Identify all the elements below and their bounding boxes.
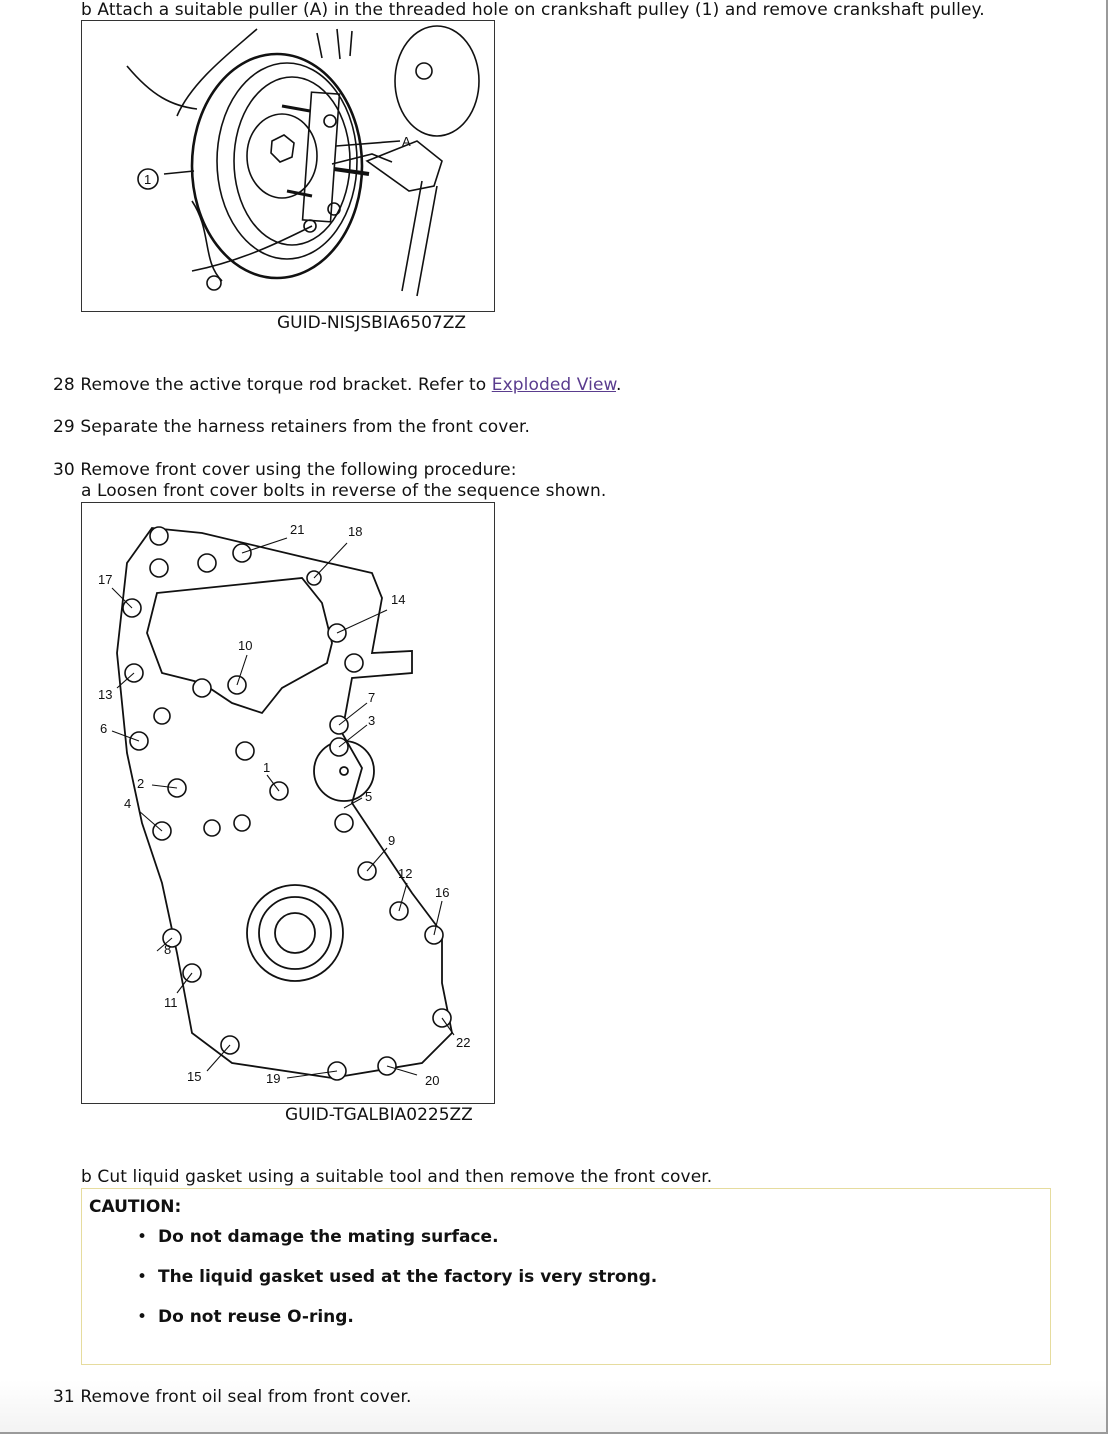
step-27b-text: b Attach a suitable puller (A) in the threaded hole on crankshaft pulley (1) and remove crankshaft pulley. bbox=[81, 0, 985, 20]
caution-item-text: Do not damage the mating surface. bbox=[158, 1227, 499, 1247]
bolt-label-3: 3 bbox=[368, 713, 376, 728]
bolt-label-12: 12 bbox=[398, 866, 413, 881]
step-30b-text: b Cut liquid gasket using a suitable tool and then remove the front cover. bbox=[81, 1167, 713, 1187]
caution-list bbox=[82, 1227, 657, 1347]
bolt-label-16: 16 bbox=[435, 885, 450, 900]
figure1-label-1: 1 bbox=[144, 172, 152, 187]
bolt-label-8: 8 bbox=[164, 942, 172, 957]
caution-item-text: Do not reuse O-ring. bbox=[158, 1307, 354, 1327]
bolt-label-6: 6 bbox=[100, 721, 108, 736]
bullet-icon: • bbox=[137, 1227, 148, 1247]
bolt-label-17: 17 bbox=[98, 572, 113, 587]
step-29-text: 29 Separate the harness retainers from the front cover. bbox=[53, 417, 531, 437]
bolt-label-14: 14 bbox=[391, 592, 406, 607]
step-30a-text: a Loosen front cover bolts in reverse of the sequence shown. bbox=[81, 481, 607, 501]
step-30-text: 30 Remove front cover using the following procedure: bbox=[53, 460, 517, 480]
bolt-label-19: 19 bbox=[266, 1071, 281, 1086]
crankshaft-pulley-illustration bbox=[82, 21, 494, 311]
bolt-label-11: 11 bbox=[164, 995, 178, 1010]
step-31-text: 31 Remove front oil seal from front cover. bbox=[53, 1387, 412, 1407]
bolt-label-2: 2 bbox=[137, 776, 145, 791]
step-28 bbox=[53, 375, 622, 395]
caution-item-text: The liquid gasket used at the factory is very strong. bbox=[158, 1267, 658, 1287]
bullet-icon: • bbox=[137, 1307, 148, 1327]
figure-front-cover-bolt-sequence bbox=[81, 502, 495, 1104]
figure-crankshaft-pulley-puller bbox=[81, 20, 495, 312]
figure1-caption: GUID-NISJSBIA6507ZZ bbox=[277, 313, 467, 333]
figure2-caption: GUID-TGALBIA0225ZZ bbox=[285, 1105, 473, 1125]
bolt-label-1: 1 bbox=[263, 760, 271, 775]
caution-box bbox=[81, 1188, 1051, 1365]
caution-item bbox=[82, 1227, 657, 1267]
caution-title: CAUTION: bbox=[89, 1197, 182, 1217]
step-28-suffix: . bbox=[615, 375, 622, 395]
bolt-label-22: 22 bbox=[456, 1035, 471, 1050]
bolt-label-9: 9 bbox=[388, 833, 396, 848]
bolt-label-5: 5 bbox=[365, 789, 373, 804]
exploded-view-link[interactable]: Exploded View bbox=[491, 375, 616, 395]
caution-item bbox=[82, 1267, 657, 1307]
bolt-label-13: 13 bbox=[98, 687, 113, 702]
bolt-label-18: 18 bbox=[348, 524, 363, 539]
bullet-icon: • bbox=[137, 1267, 148, 1287]
front-cover-illustration bbox=[82, 503, 494, 1103]
bolt-label-10: 10 bbox=[238, 638, 253, 653]
step-28-text: 28 Remove the active torque rod bracket. Refer to bbox=[53, 375, 492, 395]
figure1-label-a: A bbox=[402, 134, 411, 149]
caution-item bbox=[82, 1307, 657, 1347]
bolt-label-15: 15 bbox=[187, 1069, 202, 1084]
bolt-label-21: 21 bbox=[290, 522, 305, 537]
bolt-label-20: 20 bbox=[425, 1073, 440, 1088]
bolt-label-7: 7 bbox=[368, 690, 376, 705]
bolt-label-4: 4 bbox=[124, 796, 132, 811]
